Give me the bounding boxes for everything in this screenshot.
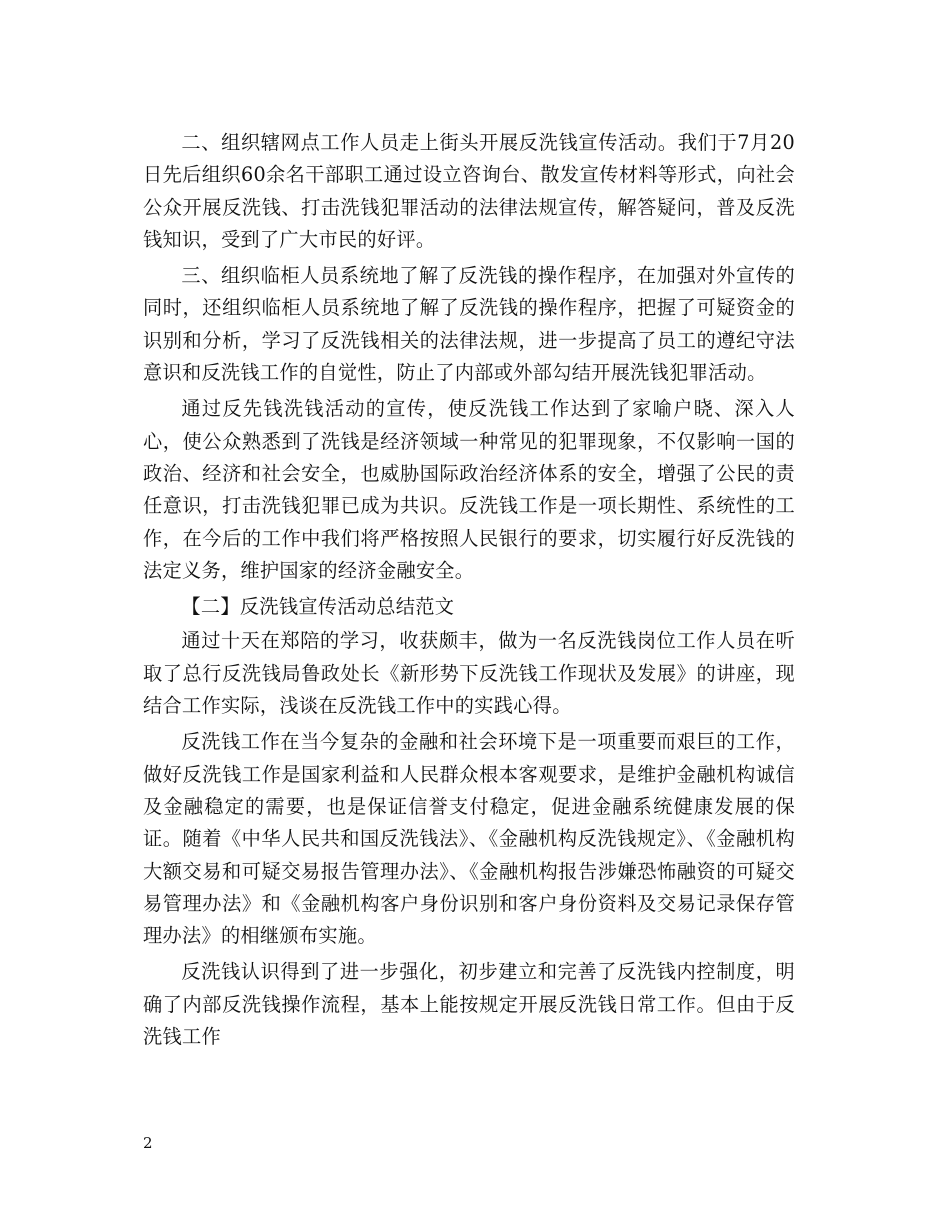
section-heading: 【二】反洗钱宣传活动总结范文 [181,595,455,619]
paragraph-progress: 反洗钱认识得到了进一步强化，初步建立和完善了反洗钱内控制度，明确了内部反洗钱操作流程，基本上能按规定开展反洗钱日常工作。但由于反洗钱工作 [143,960,795,1049]
paragraph-section-two: 二、组织辖网点工作人员走上街头开展反洗钱宣传活动。我们于7月20日先后组织60余名干部职工通过设立咨询台、散发宣传材料等形式，向社会公众开展反洗钱、打击洗钱犯罪活动的法律法规宣传，解答疑问，普及反洗钱知识，受到了广大市民的好评。 [143,131,795,251]
paragraph-summary: 通过反先钱洗钱活动的宣传，使反洗钱工作达到了家喻户晓、深入人心，使公众熟悉到了洗钱是经济领域一种常见的犯罪现象，不仅影响一国的政治、经济和社会安全，也威胁国际政治经济体系的安全，增强了公民的责任意识，打击洗钱犯罪已成为共识。反洗钱工作是一项长期性、系统性的工作，在今后的工作中我们将严格按照人民银行的要求，切实履行好反洗钱的法定义务，维护国家的经济金融安全。 [143,397,795,582]
paragraph-study-intro: 通过十天在郑陪的学习，收获颇丰，做为一名反洗钱岗位工作人员在听取了总行反洗钱局鲁政处长《新形势下反洗钱工作现状及发展》的讲座，现结合工作实际，浅谈在反洗钱工作中的实践心得。 [143,629,795,718]
paragraph-importance: 反洗钱工作在当今复杂的金融和社会环境下是一项重要而艰巨的工作，做好反洗钱工作是国家利益和人民群众根本客观要求，是维护金融机构诚信及金融稳定的需要，也是保证信誉支付稳定，促进金融系统健康发展的保证。随着《中华人民共和国反洗钱法》、《金融机构反洗钱规定》、《金融机构大额交易和可疑交易报告管理办法》、《金融机构报告涉嫌恐怖融资的可疑交易管理办法》和《金融机构客户身份识别和客户身份资料及交易记录保存管理办法》的相继颁布实施。 [143,730,795,948]
paragraph-section-three: 三、组织临柜人员系统地了解了反洗钱的操作程序，在加强对外宣传的同时，还组织临柜人员系统地了解了反洗钱的操作程序，把握了可疑资金的识别和分析，学习了反洗钱相关的法律法规，进一步提高了员工的遵纪守法意识和反洗钱工作的自觉性，防止了内部或外部勾结开展洗钱犯罪活动。 [143,264,795,385]
page-number: 2 [143,1134,153,1152]
document-body [143,127,795,1057]
